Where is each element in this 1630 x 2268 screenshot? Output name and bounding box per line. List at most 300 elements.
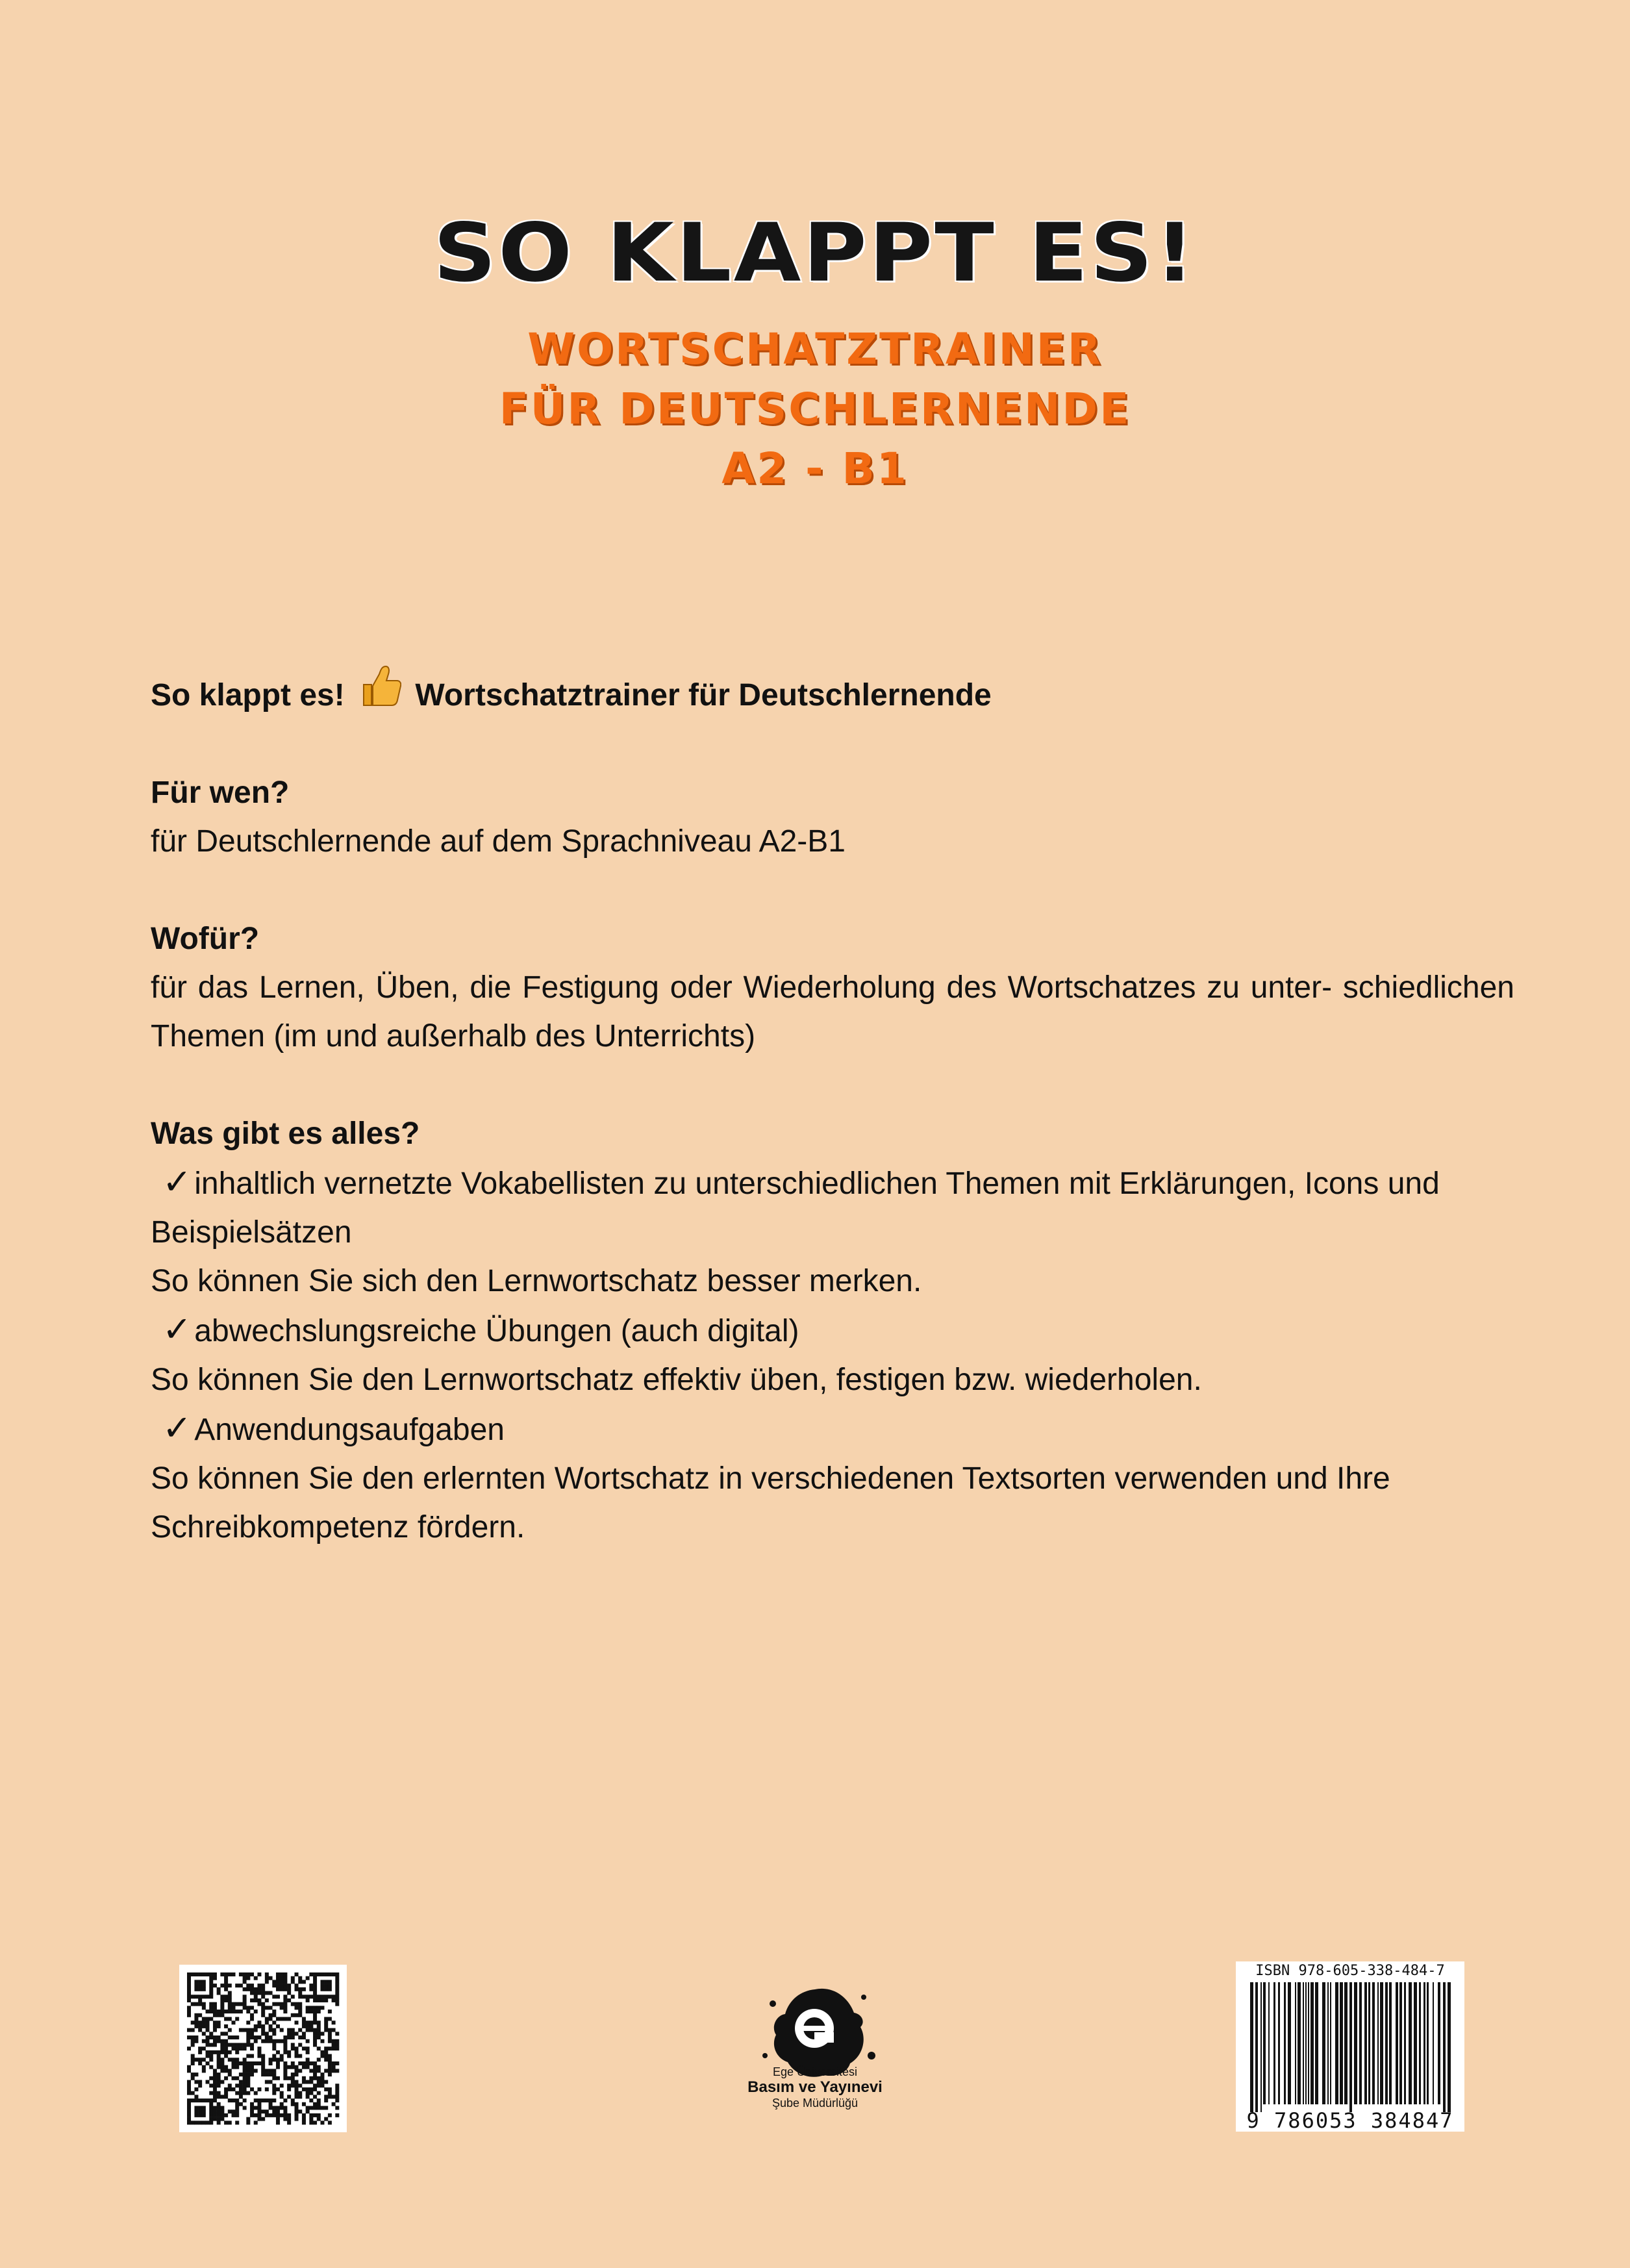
qr-module: [291, 2076, 295, 2080]
qr-module: [313, 1980, 317, 1984]
qr-module: [231, 2061, 235, 2065]
qr-module: [224, 2050, 228, 2054]
qr-module: [254, 1987, 258, 1991]
qr-module: [287, 2087, 291, 2091]
qr-module: [224, 2047, 228, 2050]
qr-module: [228, 2058, 232, 2061]
qr-module: [217, 2024, 221, 2028]
qr-module: [243, 2043, 247, 2047]
qr-module: [246, 2076, 250, 2080]
thumbs-up-icon: [358, 664, 401, 709]
qr-module: [217, 2013, 221, 2017]
publisher-name: [734, 2064, 896, 2111]
qr-module: [202, 2024, 206, 2028]
qr-module: [220, 2069, 224, 2073]
qr-module: [191, 2021, 195, 2024]
qr-module: [298, 2010, 302, 2013]
qr-module: [324, 1998, 328, 2002]
qr-module: [320, 2054, 324, 2058]
qr-module: [187, 2013, 191, 2017]
qr-module: [239, 2043, 243, 2047]
qr-module: [276, 2117, 280, 2121]
qr-module: [335, 2113, 339, 2117]
qr-module: [302, 2076, 306, 2080]
barcode-icon: [1236, 1961, 1464, 2132]
qr-module: [295, 2106, 299, 2110]
qr-module: [228, 2028, 232, 2032]
qr-module: [328, 2032, 332, 2035]
qr-module: [209, 2106, 213, 2110]
qr-module: [187, 2028, 191, 2032]
qr-module: [231, 1972, 235, 1976]
qr-module: [217, 2080, 221, 2084]
qr-module: [191, 2061, 195, 2065]
qr-module: [272, 1980, 276, 1984]
qr-module: [243, 2028, 247, 2032]
answer-for-whom: für Deutschlernende auf dem Sprachniveau A2-B1: [151, 824, 846, 859]
qr-module: [257, 2054, 261, 2058]
qr-module: [257, 1991, 261, 1995]
qr-module: [206, 2035, 210, 2039]
qr-module: [239, 2087, 243, 2091]
qr-module: [265, 1998, 269, 2002]
qr-module: [213, 2002, 217, 2006]
qr-module: [320, 1984, 324, 1987]
qr-module: [291, 1980, 295, 1984]
qr-module: [324, 2024, 328, 2028]
barcode-bar: [1389, 1982, 1392, 2104]
qr-module: [257, 1987, 261, 1991]
qr-module: [228, 2010, 232, 2013]
qr-module: [187, 2087, 191, 2091]
qr-module: [235, 2113, 239, 2117]
qr-module: [246, 2080, 250, 2084]
qr-module: [283, 2010, 287, 2013]
qr-module: [194, 2087, 198, 2091]
qr-module: [335, 1995, 339, 1998]
qr-module: [265, 1991, 269, 1995]
barcode-bar: [1404, 1982, 1406, 2104]
qr-module: [313, 2121, 317, 2124]
qr-module: [313, 2021, 317, 2024]
qr-module: [243, 2098, 247, 2102]
qr-module: [272, 2106, 276, 2110]
qr-module: [309, 2121, 313, 2124]
qr-module: [287, 2035, 291, 2039]
qr-module: [220, 2080, 224, 2084]
qr-module: [298, 1995, 302, 1998]
qr-module: [309, 2080, 313, 2084]
list-item-title: [151, 1158, 1514, 1257]
qr-module: [298, 2054, 302, 2058]
qr-module: [328, 2065, 332, 2069]
qr-module: [202, 2106, 206, 2110]
qr-module: [209, 1991, 213, 1995]
qr-module: [224, 2039, 228, 2043]
qr-module: [228, 2043, 232, 2047]
qr-module: [250, 1998, 254, 2002]
qr-module: [324, 2095, 328, 2098]
qr-module: [243, 2091, 247, 2095]
qr-module: [243, 2084, 247, 2087]
qr-module: [257, 2117, 261, 2121]
qr-module: [283, 2117, 287, 2121]
qr-module: [250, 2013, 254, 2017]
qr-module: [202, 2021, 206, 2024]
qr-module: [302, 2121, 306, 2124]
qr-module: [243, 2073, 247, 2076]
qr-module: [217, 2106, 221, 2110]
qr-module: [187, 1995, 191, 1998]
item-3-note: So können Sie den erlernten Wortschatz in verschiedenen Textsorten verwenden und Ihre Schreibkompetenz fördern.: [151, 1461, 1390, 1544]
qr-module: [261, 2028, 265, 2032]
qr-module: [272, 2028, 276, 2032]
qr-module: [295, 2047, 299, 2050]
qr-module: [217, 2058, 221, 2061]
qr-module: [306, 2080, 310, 2084]
qr-module: [209, 2054, 213, 2058]
qr-module: [254, 1976, 258, 1980]
qr-module: [261, 2032, 265, 2035]
qr-module: [209, 1995, 213, 1998]
qr-module: [202, 2069, 206, 2073]
qr-module: [202, 2006, 206, 2010]
qr-module: [283, 2073, 287, 2076]
qr-module: [213, 2117, 217, 2121]
qr-module: [246, 2035, 250, 2039]
qr-module: [209, 2113, 213, 2117]
qr-module: [328, 2095, 332, 2098]
subtitle-line-1: WORTSCHATZTRAINER: [527, 324, 1103, 374]
qr-module: [291, 2013, 295, 2017]
qr-module: [280, 2054, 284, 2058]
qr-module: [320, 2084, 324, 2087]
qr-module: [272, 2058, 276, 2061]
qr-module: [283, 2098, 287, 2102]
qr-module: [198, 2047, 202, 2050]
qr-module: [306, 2021, 310, 2024]
qr-module: [246, 1972, 250, 1976]
qr-module: [228, 2110, 232, 2113]
qr-module: [194, 2039, 198, 2043]
qr-module: [317, 1998, 321, 2002]
barcode-bar: [1423, 1982, 1425, 2104]
list-item-title: [151, 1305, 1514, 1355]
qr-module: [187, 2065, 191, 2069]
qr-module: [220, 2043, 224, 2047]
qr-module: [194, 2002, 198, 2006]
qr-module: [228, 2121, 232, 2124]
qr-module: [280, 2113, 284, 2117]
qr-module: [198, 2121, 202, 2124]
qr-module: [220, 2110, 224, 2113]
qr-module: [317, 2065, 321, 2069]
qr-module: [295, 2013, 299, 2017]
qr-module: [206, 2061, 210, 2065]
qr-module: [220, 2002, 224, 2006]
qr-module: [324, 2080, 328, 2084]
qr-module: [306, 1995, 310, 1998]
qr-module: [324, 2069, 328, 2073]
qr-module: [302, 2065, 306, 2069]
qr-module: [298, 2006, 302, 2010]
qr-module: [287, 2028, 291, 2032]
qr-module: [198, 1998, 202, 2002]
list-item-title: [151, 1404, 1514, 1454]
qr-module: [332, 2095, 336, 2098]
qr-module: [261, 2073, 265, 2076]
qr-module: [320, 1972, 324, 1976]
qr-module: [209, 1980, 213, 1984]
qr-module: [187, 2080, 191, 2084]
qr-module: [335, 2061, 339, 2065]
qr-module: [254, 1998, 258, 2002]
qr-module: [320, 2032, 324, 2035]
qr-module: [317, 2028, 321, 2032]
qr-module: [265, 2039, 269, 2043]
qr-module: [187, 2006, 191, 2010]
qr-module: [206, 2010, 210, 2013]
qr-module: [191, 2054, 195, 2058]
qr-module: [213, 2050, 217, 2054]
qr-module: [302, 1995, 306, 1998]
qr-module: [228, 1998, 232, 2002]
qr-module: [332, 2061, 336, 2065]
qr-module: [335, 1998, 339, 2002]
qr-module: [265, 1976, 269, 1980]
barcode-bar: [1433, 1982, 1434, 2104]
qr-module: [313, 2106, 317, 2110]
qr-module: [306, 2050, 310, 2054]
qr-module: [209, 1984, 213, 1987]
qr-module: [295, 2084, 299, 2087]
qr-module: [280, 1980, 284, 1984]
qr-module: [320, 2121, 324, 2124]
qr-module: [335, 2091, 339, 2095]
book-title: SO KLAPPT ES!: [433, 207, 1197, 300]
isbn-label: ISBN 978-605-338-484-7: [1255, 1963, 1445, 1979]
barcode-bar: [1327, 1982, 1329, 2104]
qr-module: [198, 2021, 202, 2024]
qr-module: [194, 1980, 198, 1984]
qr-module: [287, 2095, 291, 2098]
qr-module: [224, 1987, 228, 1991]
qr-module: [332, 2047, 336, 2050]
qr-module: [272, 2073, 276, 2076]
qr-module: [324, 2054, 328, 2058]
qr-module: [213, 2080, 217, 2084]
barcode-bar: [1260, 1982, 1262, 2112]
qr-module: [217, 1987, 221, 1991]
qr-module: [194, 2073, 198, 2076]
qr-module: [206, 2039, 210, 2043]
qr-module: [254, 2061, 258, 2065]
qr-module: [198, 1995, 202, 1998]
qr-module: [257, 2098, 261, 2102]
qr-module: [313, 1972, 317, 1976]
qr-module: [191, 2043, 195, 2047]
qr-module: [291, 2098, 295, 2102]
qr-module: [320, 1995, 324, 1998]
qr-module: [209, 2017, 213, 2021]
qr-module: [187, 1972, 191, 1976]
qr-module: [243, 1972, 247, 1976]
qr-module: [187, 2106, 191, 2110]
qr-module: [228, 1991, 232, 1995]
qr-module: [246, 2043, 250, 2047]
qr-module: [283, 2047, 287, 2050]
qr-module: [283, 1984, 287, 1987]
qr-module: [239, 2080, 243, 2084]
qr-module: [206, 1972, 210, 1976]
qr-module: [298, 2028, 302, 2032]
qr-module: [194, 2113, 198, 2117]
qr-module: [198, 2084, 202, 2087]
qr-module: [265, 2110, 269, 2113]
qr-module: [209, 2058, 213, 2061]
qr-module: [298, 2084, 302, 2087]
qr-module: [254, 2069, 258, 2073]
intro-left: So klappt es!: [151, 678, 345, 712]
qr-module: [313, 1984, 317, 1987]
qr-module: [295, 2113, 299, 2117]
qr-module: [224, 2024, 228, 2028]
qr-module: [250, 2069, 254, 2073]
qr-module: [276, 2087, 280, 2091]
qr-module: [295, 1987, 299, 1991]
qr-module: [246, 2091, 250, 2095]
qr-module: [306, 2039, 310, 2043]
qr-module: [239, 2084, 243, 2087]
qr-module: [257, 1984, 261, 1987]
barcode-bar: [1377, 1982, 1379, 2104]
qr-module: [235, 2110, 239, 2113]
qr-module: [257, 2047, 261, 2050]
qr-module: [250, 2113, 254, 2117]
barcode-bar: [1315, 1982, 1318, 2104]
qr-module: [302, 2024, 306, 2028]
qr-module: [317, 2117, 321, 2121]
qr-module: [206, 2028, 210, 2032]
qr-module: [328, 1995, 332, 1998]
qr-module: [250, 2110, 254, 2113]
qr-module: [328, 2069, 332, 2073]
qr-module: [187, 2069, 191, 2073]
qr-module: [265, 2113, 269, 2117]
barcode-bar: [1330, 1982, 1331, 2104]
qr-module: [317, 2035, 321, 2039]
qr-module: [261, 2054, 265, 2058]
qr-module: [280, 2039, 284, 2043]
qr-module: [328, 2028, 332, 2032]
qr-module: [206, 2054, 210, 2058]
qr-module: [309, 1984, 313, 1987]
qr-module: [306, 2047, 310, 2050]
qr-module: [295, 2069, 299, 2073]
qr-module: [306, 2087, 310, 2091]
qr-module: [235, 2121, 239, 2124]
qr-module: [309, 1995, 313, 1998]
qr-module: [280, 2017, 284, 2021]
qr-module: [280, 2058, 284, 2061]
qr-module: [265, 2098, 269, 2102]
qr-module: [287, 2065, 291, 2069]
qr-module: [217, 2117, 221, 2121]
barcode-bar: [1344, 1982, 1348, 2104]
qr-module: [269, 2080, 273, 2084]
qr-module: [276, 1980, 280, 1984]
qr-module: [269, 2028, 273, 2032]
qr-module: [291, 2084, 295, 2087]
qr-module: [265, 2069, 269, 2073]
qr-module: [328, 2035, 332, 2039]
qr-module: [239, 2102, 243, 2106]
qr-module: [235, 2106, 239, 2110]
qr-module: [280, 1976, 284, 1980]
qr-module: [269, 1976, 273, 1980]
qr-module: [320, 2080, 324, 2084]
qr-module: [213, 2043, 217, 2047]
qr-module: [276, 1972, 280, 1976]
qr-module: [335, 1987, 339, 1991]
qr-module: [291, 1976, 295, 1980]
qr-module: [276, 1987, 280, 1991]
item-1-title: inhaltlich vernetzte Vokabellisten zu unterschiedlichen Themen mit Erklärungen, Icons und Beispielsätzen: [151, 1166, 1440, 1250]
qr-module: [209, 2050, 213, 2054]
qr-module: [302, 2035, 306, 2039]
barcode-bar: [1305, 1982, 1307, 2104]
qr-module: [228, 2050, 232, 2054]
qr-module: [283, 2006, 287, 2010]
qr-module: [317, 2084, 321, 2087]
qr-module: [213, 1972, 217, 1976]
qr-module: [239, 2095, 243, 2098]
qr-module: [257, 2050, 261, 2054]
qr-module: [228, 2002, 232, 2006]
qr-module: [272, 2110, 276, 2113]
qr-module: [295, 2054, 299, 2058]
qr-module: [313, 2035, 317, 2039]
qr-module: [309, 2061, 313, 2065]
qr-module: [194, 2013, 198, 2017]
qr-module: [287, 2113, 291, 2117]
qr-module: [198, 1980, 202, 1984]
qr-module: [272, 2043, 276, 2047]
qr-module: [209, 2110, 213, 2113]
qr-module: [295, 2117, 299, 2121]
qr-module: [198, 2098, 202, 2102]
qr-module: [328, 1987, 332, 1991]
qr-module: [246, 2032, 250, 2035]
qr-module: [191, 2002, 195, 2006]
qr-module: [287, 2032, 291, 2035]
qr-module: [213, 2084, 217, 2087]
qr-module: [191, 2121, 195, 2124]
qr-module: [187, 2117, 191, 2121]
barcode-bar: [1250, 1982, 1253, 2112]
answer-what-for: für das Lernen, Üben, die Festigung oder Wiederholung des Wortschatzes zu unter- schiedlichen Themen (im und außerhalb des Unterrichts): [151, 970, 1514, 1053]
qr-module: [335, 2098, 339, 2102]
qr-module: [309, 2028, 313, 2032]
qr-module: [243, 1976, 247, 1980]
qr-module: [243, 2061, 247, 2065]
barcode-bar: [1255, 1982, 1258, 2112]
qr-module: [194, 2080, 198, 2084]
qr-module: [280, 1987, 284, 1991]
qr-module: [224, 2017, 228, 2021]
qr-module: [272, 2087, 276, 2091]
qr-module: [213, 2028, 217, 2032]
